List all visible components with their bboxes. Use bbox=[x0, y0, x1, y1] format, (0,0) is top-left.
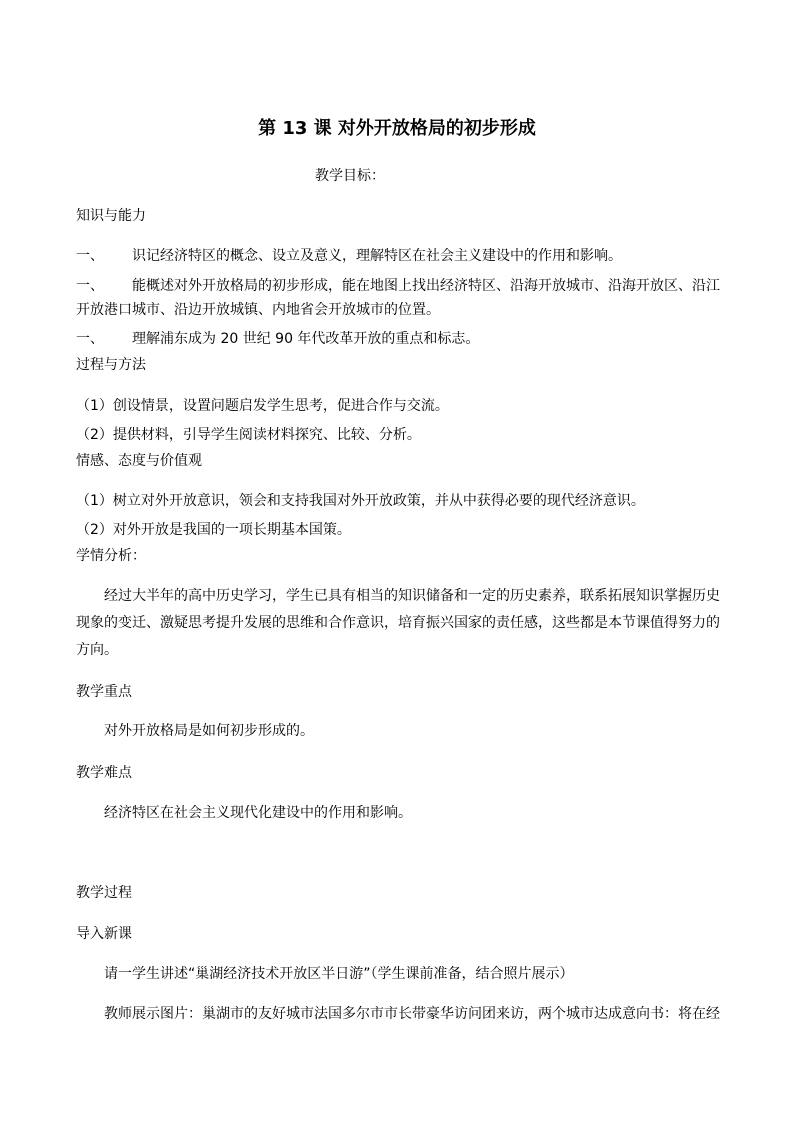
item-text: 识记经济特区的概念、设立及意义，理解特区在社会主义建设中的作用和影响。 bbox=[132, 248, 622, 264]
difficulty-heading: 教学难点 bbox=[76, 765, 132, 781]
values-item: （2）对外开放是我国的一项长期基本国策。 bbox=[76, 522, 351, 538]
knowledge-heading: 知识与能力 bbox=[76, 208, 146, 224]
item-number: 一、 bbox=[76, 278, 104, 294]
values-item: （1）树立对外开放意识，领会和支持我国对外开放政策，并从中获得必要的现代经济意识。 bbox=[76, 493, 645, 509]
objectives-heading: 教学目标： bbox=[315, 168, 385, 184]
values-heading: 情感、态度与价值观 bbox=[76, 453, 202, 469]
knowledge-item bbox=[76, 247, 622, 265]
analysis-heading: 学情分析： bbox=[76, 548, 146, 564]
analysis-line: 经过大半年的高中历史学习，学生已具有相当的知识储备和一定的历史素养，联系拓展知识掌握历史 bbox=[104, 588, 720, 604]
knowledge-item-continued: 开放港口城市、沿边开放城镇、内地省会开放城市的位置。 bbox=[76, 302, 440, 318]
lesson-title: 第 13 课 对外开放格局的初步形成 bbox=[258, 118, 536, 139]
item-number: 一、 bbox=[76, 248, 104, 264]
process-item: （2）提供材料，引导学生阅读材料探究、比较、分析。 bbox=[76, 427, 421, 443]
process-item: （1）创设情景，设置问题启发学生思考，促进合作与交流。 bbox=[76, 398, 449, 414]
analysis-line: 现象的变迁、激疑思考提升发展的思维和合作意识，培育振兴国家的责任感，这些都是本节课值得努力的 bbox=[76, 615, 720, 631]
key-point-text: 对外开放格局是如何初步形成的。 bbox=[104, 723, 314, 739]
teaching-process-heading: 教学过程 bbox=[76, 885, 132, 901]
knowledge-item bbox=[76, 277, 720, 295]
item-text: 理解浦东成为 20 世纪 90 年代改革开放的重点和标志。 bbox=[132, 331, 480, 347]
item-number: 一、 bbox=[76, 331, 104, 347]
knowledge-item bbox=[76, 330, 479, 348]
analysis-line: 方向。 bbox=[76, 642, 118, 658]
process-heading: 过程与方法 bbox=[76, 357, 146, 373]
intro-heading: 导入新课 bbox=[76, 926, 132, 942]
item-text: 能概述对外开放格局的初步形成，能在地图上找出经济特区、沿海开放城市、沿海开放区、沿江 bbox=[132, 278, 720, 294]
key-point-heading: 教学重点 bbox=[76, 684, 132, 700]
intro-line: 请一学生讲述“巢湖经济技术开放区半日游”（学生课前准备，结合照片展示） bbox=[104, 966, 574, 982]
difficulty-text: 经济特区在社会主义现代化建设中的作用和影响。 bbox=[104, 805, 412, 821]
intro-line: 教师展示图片：巢湖市的友好城市法国多尔市市长带豪华访问团来访，两个城市达成意向书：将在经 bbox=[104, 1006, 720, 1022]
